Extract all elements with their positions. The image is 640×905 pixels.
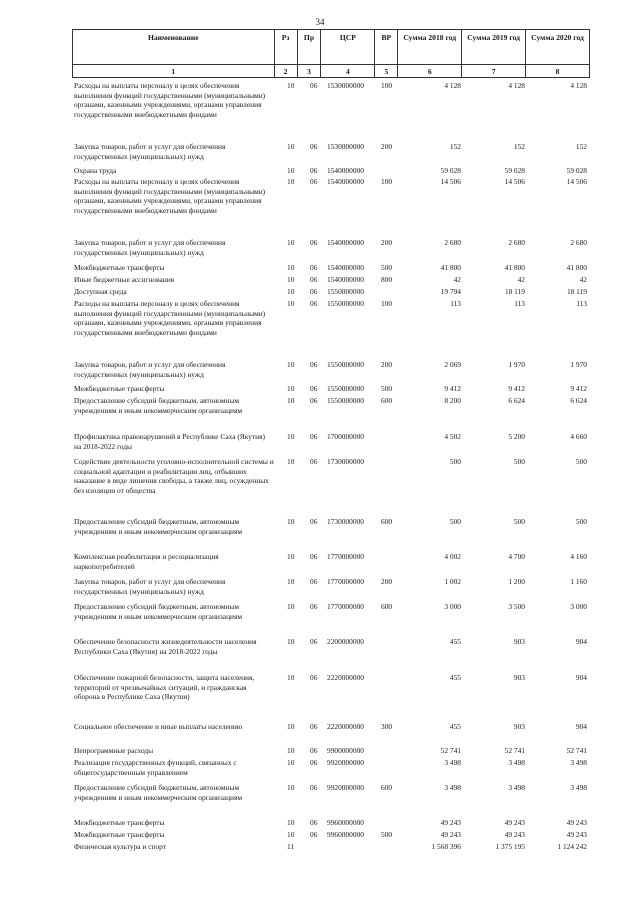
header-sum-2019: Сумма 2019 год	[462, 30, 526, 65]
row-pr: 06	[310, 722, 318, 731]
row-rz: 10	[287, 517, 295, 526]
row-rz: 10	[287, 830, 295, 839]
header-sum-2018: Сумма 2018 год	[398, 30, 462, 65]
row-sum-2018: 113	[450, 299, 461, 308]
row-sum-2018: 42	[453, 275, 461, 284]
row-sum-2019: 903	[513, 722, 525, 731]
row-sum-2018: 3 000	[444, 602, 461, 611]
row-pr: 06	[310, 396, 318, 405]
row-vr: 500	[381, 263, 393, 272]
row-sum-2019: 903	[513, 673, 525, 682]
row-sum-2019: 9 412	[508, 384, 525, 393]
row-sum-2018: 455	[449, 637, 461, 646]
row-csr: 2220000000	[327, 722, 364, 731]
row-sum-2019: 18 119	[504, 287, 525, 296]
row-sum-2018: 49 243	[440, 818, 461, 827]
row-sum-2019: 49 243	[504, 818, 525, 827]
row-pr: 06	[310, 81, 318, 90]
row-sum-2020: 52 741	[566, 746, 587, 755]
row-name: Закупка товаров, работ и услуг для обеспечения государственных (муниципальных) нужд	[74, 238, 226, 257]
row-name: Физическая культура и спорт	[74, 842, 166, 851]
row-name: Содействие деятельности уголовно-исполнительной системы и социальной адаптации и реабилитации лиц, отбывших наказание в виде лишения свободы, а также лиц, осужденных без изоляции от общества	[74, 457, 274, 495]
row-sum-2019: 52 741	[504, 746, 525, 755]
row-sum-2020: 14 506	[566, 177, 587, 186]
row-rz: 10	[287, 577, 295, 586]
row-sum-2018: 1 002	[444, 577, 461, 586]
row-rz: 10	[287, 457, 295, 466]
row-name: Закупка товаров, работ и услуг для обеспечения государственных (муниципальных) нужд	[74, 577, 226, 596]
row-name: Предоставление субсидий бюджетным, автономным учреждениям и иным некоммерческим организациям	[74, 602, 243, 621]
row-sum-2019: 4 128	[508, 81, 525, 90]
row-vr: 200	[381, 142, 393, 151]
row-sum-2020: 59 028	[566, 166, 587, 175]
row-pr: 06	[310, 238, 318, 247]
row-sum-2018: 1 568 396	[431, 842, 461, 851]
row-rz: 10	[287, 673, 295, 682]
row-sum-2019: 113	[514, 299, 525, 308]
row-csr: 1550000000	[327, 396, 364, 405]
row-vr: 800	[381, 275, 393, 284]
row-sum-2020: 41 800	[566, 263, 587, 272]
table-header	[72, 29, 590, 78]
row-sum-2020: 1 970	[570, 360, 587, 369]
row-sum-2018: 59 028	[440, 166, 461, 175]
row-csr: 1770000000	[327, 577, 364, 586]
row-name: Доступная среда	[74, 287, 127, 296]
row-name: Обеспечение пожарной безопасности, защита населения, территорий от чрезвычайных ситуаций, и гражданская оборона в Республике Саха (Якутия)	[74, 673, 255, 702]
row-csr: 1550000000	[327, 299, 364, 308]
header-rz: Рз	[274, 30, 297, 65]
row-sum-2020: 4 128	[570, 81, 587, 90]
row-csr: 9920000000	[327, 758, 364, 767]
row-pr: 06	[310, 818, 318, 827]
row-vr: 100	[381, 299, 393, 308]
row-name: Охрана труда	[74, 166, 117, 175]
row-sum-2019: 59 028	[504, 166, 525, 175]
row-rz: 10	[287, 287, 295, 296]
row-csr: 9900000000	[327, 746, 364, 755]
row-sum-2020: 9 412	[570, 384, 587, 393]
row-name: Расходы на выплаты персоналу в целях обеспечения выполнения функций государственными (муниципальными) органами, казенными учреждениями, органами управления государственными внебюджетными фондами	[74, 177, 266, 215]
header-num-3: 3	[297, 65, 321, 78]
row-csr: 1540000000	[327, 275, 364, 284]
row-rz: 10	[287, 384, 295, 393]
row-csr: 2220000000	[327, 673, 364, 682]
row-sum-2019: 42	[517, 275, 525, 284]
row-name: Социальное обеспечение и иные выплаты населению	[74, 722, 243, 731]
row-sum-2019: 3 498	[508, 758, 525, 767]
row-pr: 06	[310, 758, 318, 767]
row-pr: 06	[310, 637, 318, 646]
row-sum-2019: 3 498	[508, 783, 525, 792]
row-sum-2018: 52 741	[440, 746, 461, 755]
row-pr: 06	[310, 142, 318, 151]
row-vr: 200	[381, 238, 393, 247]
row-vr: 300	[381, 722, 393, 731]
row-vr: 500	[381, 830, 393, 839]
row-csr: 1550000000	[327, 287, 364, 296]
row-csr: 1770000000	[327, 602, 364, 611]
row-sum-2019: 3 500	[508, 602, 525, 611]
row-name: Непрограммные расходы	[74, 746, 154, 755]
header-num-2: 2	[274, 65, 297, 78]
row-rz: 10	[287, 275, 295, 284]
row-sum-2018: 455	[449, 722, 461, 731]
row-vr: 600	[381, 517, 393, 526]
row-pr: 06	[310, 432, 318, 441]
header-num-4: 4	[321, 65, 375, 78]
row-vr: 200	[381, 360, 393, 369]
row-rz: 10	[287, 238, 295, 247]
row-csr: 1770000000	[327, 552, 364, 561]
row-sum-2018: 9 412	[444, 384, 461, 393]
row-sum-2020: 18 119	[566, 287, 587, 296]
row-sum-2018: 8 200	[444, 396, 461, 405]
row-name: Иные бюджетные ассигнования	[74, 275, 175, 284]
row-sum-2020: 42	[579, 275, 587, 284]
row-sum-2018: 3 498	[444, 783, 461, 792]
row-sum-2019: 1 970	[508, 360, 525, 369]
row-rz: 10	[287, 177, 295, 186]
row-name: Межбюджетные трансферты	[74, 818, 165, 827]
header-num-8: 8	[526, 65, 590, 78]
row-csr: 1540000000	[327, 238, 364, 247]
row-pr: 06	[310, 673, 318, 682]
row-rz: 10	[287, 602, 295, 611]
row-rz: 10	[287, 299, 295, 308]
row-csr: 9960000000	[327, 818, 364, 827]
row-pr: 06	[310, 287, 318, 296]
row-sum-2020: 2 680	[570, 238, 587, 247]
row-sum-2018: 500	[449, 457, 461, 466]
row-name: Межбюджетные трансферты	[74, 263, 165, 272]
row-sum-2020: 6 624	[570, 396, 587, 405]
page-number: 34	[315, 17, 325, 27]
row-csr: 1550000000	[327, 384, 364, 393]
row-csr: 1730000000	[327, 517, 364, 526]
row-csr: 1530000000	[327, 81, 364, 90]
row-rz: 10	[287, 758, 295, 767]
row-sum-2018: 500	[449, 517, 461, 526]
row-pr: 06	[310, 577, 318, 586]
row-sum-2018: 2 680	[444, 238, 461, 247]
row-name: Обеспечение безопасности жизнедеятельности населения Республики Саха (Якутия) на 2018-2022 годы	[74, 637, 257, 656]
row-pr: 06	[310, 830, 318, 839]
row-name: Профилактика правонарушений в Республике Саха (Якутия) на 2018-2022 годы	[74, 432, 265, 451]
row-pr: 06	[310, 263, 318, 272]
row-rz: 10	[287, 360, 295, 369]
row-sum-2020: 3 498	[570, 783, 587, 792]
row-csr: 2200000000	[327, 637, 364, 646]
row-sum-2019: 49 243	[504, 830, 525, 839]
row-name: Межбюджетные трансферты	[74, 830, 165, 839]
row-sum-2020: 904	[575, 722, 587, 731]
row-pr: 06	[310, 552, 318, 561]
row-pr: 06	[310, 602, 318, 611]
row-rz: 10	[287, 637, 295, 646]
row-csr: 1530000000	[327, 142, 364, 151]
row-sum-2020: 1 124 242	[557, 842, 587, 851]
header-num-5: 5	[375, 65, 398, 78]
row-sum-2020: 49 243	[566, 818, 587, 827]
row-pr: 06	[310, 746, 318, 755]
row-sum-2019: 903	[513, 637, 525, 646]
row-sum-2018: 4 002	[444, 552, 461, 561]
row-sum-2018: 14 506	[440, 177, 461, 186]
row-csr: 1540000000	[327, 166, 364, 175]
row-sum-2018: 3 498	[444, 758, 461, 767]
row-rz: 11	[287, 842, 295, 851]
row-vr: 200	[381, 577, 393, 586]
row-sum-2019: 1 200	[508, 577, 525, 586]
row-sum-2019: 2 680	[508, 238, 525, 247]
row-rz: 10	[287, 81, 295, 90]
row-csr: 1540000000	[327, 177, 364, 186]
header-num-1: 1	[73, 65, 275, 78]
row-rz: 10	[287, 396, 295, 405]
row-vr: 600	[381, 396, 393, 405]
row-sum-2018: 19 794	[440, 287, 461, 296]
row-sum-2020: 3 000	[570, 602, 587, 611]
row-vr: 600	[381, 783, 393, 792]
header-sum-2020: Сумма 2020 год	[526, 30, 590, 65]
row-csr: 9920000000	[327, 783, 364, 792]
row-rz: 10	[287, 783, 295, 792]
row-csr: 1700000000	[327, 432, 364, 441]
row-sum-2020: 4 660	[570, 432, 587, 441]
row-name: Предоставление субсидий бюджетным, автономным учреждениям и иным некоммерческим организациям	[74, 396, 243, 415]
header-csr: ЦСР	[321, 30, 375, 65]
row-sum-2018: 49 243	[440, 830, 461, 839]
row-name: Реализация государственных функций, связанных с общегосударственным управлением	[74, 758, 237, 777]
header-name: Наименование	[73, 30, 275, 65]
row-pr: 06	[310, 783, 318, 792]
row-name: Предоставление субсидий бюджетным, автономным учреждениям и иным некоммерческим организациям	[74, 783, 243, 802]
header-pr: Пр	[297, 30, 321, 65]
row-name: Расходы на выплаты персоналу в целях обеспечения выполнения функций государственными (муниципальными) органами, казенными учреждениями, органами управления государственными внебюджетными фондами	[74, 81, 266, 119]
row-sum-2020: 500	[575, 517, 587, 526]
row-rz: 10	[287, 432, 295, 441]
row-sum-2019: 152	[513, 142, 525, 151]
row-rz: 10	[287, 746, 295, 755]
row-sum-2019: 4 700	[508, 552, 525, 561]
row-csr: 9960000000	[327, 830, 364, 839]
row-sum-2018: 2 069	[444, 360, 461, 369]
row-sum-2018: 4 128	[444, 81, 461, 90]
row-pr: 06	[310, 517, 318, 526]
row-vr: 100	[381, 177, 393, 186]
row-sum-2020: 152	[575, 142, 587, 151]
row-rz: 10	[287, 552, 295, 561]
row-vr: 600	[381, 602, 393, 611]
row-pr: 06	[310, 384, 318, 393]
header-vr: ВР	[375, 30, 398, 65]
row-sum-2020: 113	[576, 299, 587, 308]
row-pr: 06	[310, 360, 318, 369]
row-pr: 06	[310, 166, 318, 175]
row-rz: 10	[287, 166, 295, 175]
row-sum-2020: 1 160	[570, 577, 587, 586]
row-rz: 10	[287, 818, 295, 827]
row-sum-2019: 500	[513, 517, 525, 526]
row-sum-2020: 4 160	[570, 552, 587, 561]
row-sum-2020: 904	[575, 637, 587, 646]
row-sum-2019: 41 800	[504, 263, 525, 272]
row-rz: 10	[287, 263, 295, 272]
row-sum-2018: 41 800	[440, 263, 461, 272]
row-sum-2018: 455	[449, 673, 461, 682]
row-name: Закупка товаров, работ и услуг для обеспечения государственных (муниципальных) нужд	[74, 360, 226, 379]
row-pr: 06	[310, 177, 318, 186]
row-sum-2019: 6 624	[508, 396, 525, 405]
row-name: Закупка товаров, работ и услуг для обеспечения государственных (муниципальных) нужд	[74, 142, 226, 161]
row-vr: 100	[381, 81, 393, 90]
row-sum-2018: 4 502	[444, 432, 461, 441]
header-num-7: 7	[462, 65, 526, 78]
row-pr: 06	[310, 299, 318, 308]
header-num-6: 6	[398, 65, 462, 78]
row-pr: 06	[310, 457, 318, 466]
row-pr: 06	[310, 275, 318, 284]
row-csr: 1550000000	[327, 360, 364, 369]
row-vr: 500	[381, 384, 393, 393]
row-csr: 1730000000	[327, 457, 364, 466]
row-sum-2020: 500	[575, 457, 587, 466]
row-sum-2019: 14 506	[504, 177, 525, 186]
row-sum-2020: 49 243	[566, 830, 587, 839]
row-sum-2020: 904	[575, 673, 587, 682]
row-name: Межбюджетные трансферты	[74, 384, 165, 393]
row-sum-2019: 500	[513, 457, 525, 466]
row-name: Комплексная реабилитация и ресоциализация наркопотребителей	[74, 552, 219, 571]
row-csr: 1540000000	[327, 263, 364, 272]
row-sum-2019: 5 200	[508, 432, 525, 441]
row-name: Расходы на выплаты персоналу в целях обеспечения выполнения функций государственными (муниципальными) органами, казенными учреждениями, органами управления государственными внебюджетными фондами	[74, 299, 266, 337]
row-sum-2020: 3 498	[570, 758, 587, 767]
row-sum-2018: 152	[449, 142, 461, 151]
row-sum-2019: 1 375 195	[495, 842, 525, 851]
row-rz: 10	[287, 142, 295, 151]
row-rz: 10	[287, 722, 295, 731]
row-name: Предоставление субсидий бюджетным, автономным учреждениям и иным некоммерческим организациям	[74, 517, 243, 536]
